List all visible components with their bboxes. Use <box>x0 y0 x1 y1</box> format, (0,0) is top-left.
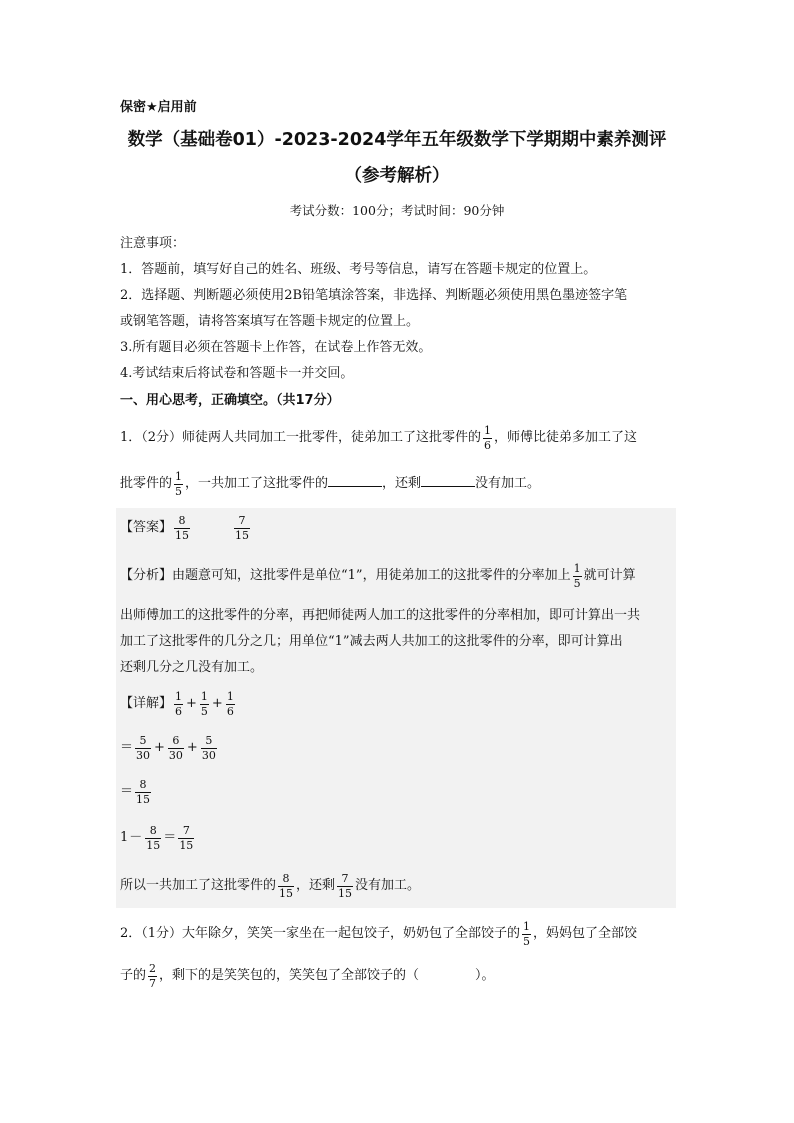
equals-sign: ＝ <box>120 740 134 755</box>
conclusion-text: ，还剩 <box>296 878 336 893</box>
analysis-line: 还剩几分之几没有加工。 <box>120 660 264 675</box>
denominator: 6 <box>226 705 234 718</box>
page-subtitle: （参考解析） <box>344 166 450 186</box>
fraction <box>201 735 217 762</box>
numerator: 8 <box>139 778 147 791</box>
section-heading: 一、用心思考，正确填空。（共17分） <box>120 393 340 408</box>
fraction <box>174 691 183 718</box>
denominator: 30 <box>201 749 216 762</box>
one: 1 <box>120 830 129 845</box>
plus-sign: + <box>186 740 198 755</box>
equals-sign: ＝ <box>120 784 134 799</box>
q1-text: 批零件的 <box>120 476 173 491</box>
denominator: 5 <box>523 935 531 948</box>
numerator: 1 <box>484 424 492 437</box>
q2-text: ）。 <box>475 968 495 983</box>
notice-item: 4.考试结束后将试卷和答题卡一并交回。 <box>120 366 354 381</box>
denominator: 6 <box>175 705 183 718</box>
analysis-text: 由题意可知，这批零件是单位“1”，用徒弟加工的这批零件的分率加上 <box>172 568 571 583</box>
numerator: 1 <box>200 690 208 703</box>
numerator: 8 <box>282 872 290 885</box>
plus-sign: + <box>211 696 223 711</box>
denominator: 15 <box>179 839 194 852</box>
denominator: 5 <box>573 577 581 590</box>
analysis-label: 【分析】 <box>120 568 173 583</box>
q1-text: 1．（2分）师徒两人共同加工一批零件，徒弟加工了这批零件的 <box>120 430 482 445</box>
fraction <box>168 735 184 762</box>
exam-info: 考试分数：100分；考试时间：90分钟 <box>289 203 505 218</box>
numerator: 7 <box>182 824 190 837</box>
fraction <box>573 563 582 590</box>
numerator: 2 <box>149 962 157 975</box>
q1-text: ，一共加工了这批零件的 <box>185 476 329 491</box>
analysis-line: 加工了这批零件的几分之几；用单位“1”减去两人共加工的这批零件的分率，即可计算出 <box>120 634 623 649</box>
numerator: 7 <box>341 872 349 885</box>
fraction <box>135 779 151 806</box>
numerator: 5 <box>205 734 213 747</box>
fraction <box>145 825 161 852</box>
denominator: 15 <box>175 529 190 542</box>
numerator: 6 <box>172 734 180 747</box>
detail-line4 <box>120 824 196 851</box>
answer-label: 【答案】 <box>120 520 173 535</box>
numerator: 8 <box>178 514 186 527</box>
secret-mark: 保密★启用前 <box>120 100 197 115</box>
fraction <box>483 425 492 452</box>
denominator: 6 <box>484 439 492 452</box>
detail-conclusion <box>120 872 420 899</box>
analysis-line1 <box>120 562 636 589</box>
denominator: 30 <box>136 749 151 762</box>
q1-text: 没有加工。 <box>475 476 541 491</box>
numerator: 8 <box>149 824 157 837</box>
conclusion-text: 所以一共加工了这批零件的 <box>120 878 277 893</box>
analysis-text: 就可计算 <box>583 568 636 583</box>
detail-line3 <box>120 778 153 805</box>
q1-text: ，师傅比徒弟多加工了这 <box>494 430 638 445</box>
fraction <box>278 873 294 900</box>
fraction <box>522 921 531 948</box>
q1-line1 <box>120 424 637 451</box>
q2-text: 子的 <box>120 968 147 983</box>
notice-heading: 注意事项： <box>120 236 186 251</box>
plus-sign: + <box>186 696 197 711</box>
q1-line2 <box>120 470 540 497</box>
denominator: 7 <box>149 977 157 990</box>
notice-item: 1．答题前，填写好自己的姓名、班级、考号等信息，请写在答题卡规定的位置上。 <box>120 262 597 277</box>
detail-label: 【详解】 <box>120 696 173 711</box>
fraction <box>178 825 194 852</box>
q2-line2 <box>120 962 495 989</box>
fraction <box>226 691 235 718</box>
denominator: 5 <box>200 705 208 718</box>
notice-item: 或钢笔答题，请将答案填写在答题卡规定的位置上。 <box>120 314 420 329</box>
denominator: 15 <box>338 887 353 900</box>
detail-line2 <box>120 734 219 761</box>
numerator: 1 <box>175 470 183 483</box>
numerator: 5 <box>139 734 147 747</box>
denominator: 15 <box>146 839 161 852</box>
q2-line1 <box>120 920 637 947</box>
fraction <box>200 691 209 718</box>
conclusion-text: 没有加工。 <box>355 878 421 893</box>
numerator: 1 <box>573 562 581 575</box>
page-title: 数学（基础卷01）-2023-2024学年五年级数学下学期期中素养测评 <box>127 130 667 150</box>
numerator: 1 <box>523 920 531 933</box>
denominator: 15 <box>136 793 151 806</box>
fraction <box>337 873 353 900</box>
q2-text: ，剩下的是笑笑包的，笑笑包了全部饺子的（ <box>159 968 420 983</box>
q2-text: ，妈妈包了全部饺 <box>533 926 638 941</box>
denominator: 5 <box>175 485 183 498</box>
fraction <box>174 471 183 498</box>
numerator: 1 <box>226 690 234 703</box>
denominator: 15 <box>235 529 250 542</box>
fraction <box>135 735 151 762</box>
fraction <box>148 963 157 990</box>
detail-line1 <box>120 690 237 717</box>
notice-item: 3.所有题目必须在答题卡上作答，在试卷上作答无效。 <box>120 340 432 355</box>
q2-text: 2．（1分）大年除夕，笑笑一家坐在一起包饺子，奶奶包了全部饺子的 <box>120 926 521 941</box>
fraction <box>174 515 190 542</box>
fraction <box>234 515 250 542</box>
answer-blank[interactable] <box>328 474 382 487</box>
q1-text: ，还剩 <box>382 476 422 491</box>
numerator: 7 <box>238 514 246 527</box>
minus-sign: － <box>129 830 143 845</box>
denominator: 15 <box>279 887 294 900</box>
plus-sign: + <box>154 740 165 755</box>
equals-sign: ＝ <box>163 830 177 845</box>
numerator: 1 <box>175 690 183 703</box>
analysis-line: 出师傅加工的这批零件的分率，再把师徒两人加工的这批零件的分率相加，即可计算出一共 <box>120 608 641 623</box>
answer-blank[interactable] <box>421 474 475 487</box>
answer-line <box>120 514 252 541</box>
notice-item: 2．选择题、判断题必须使用2B铅笔填涂答案，非选择、判断题必须使用黑色墨迹签字笔 <box>120 288 628 303</box>
denominator: 30 <box>168 749 183 762</box>
